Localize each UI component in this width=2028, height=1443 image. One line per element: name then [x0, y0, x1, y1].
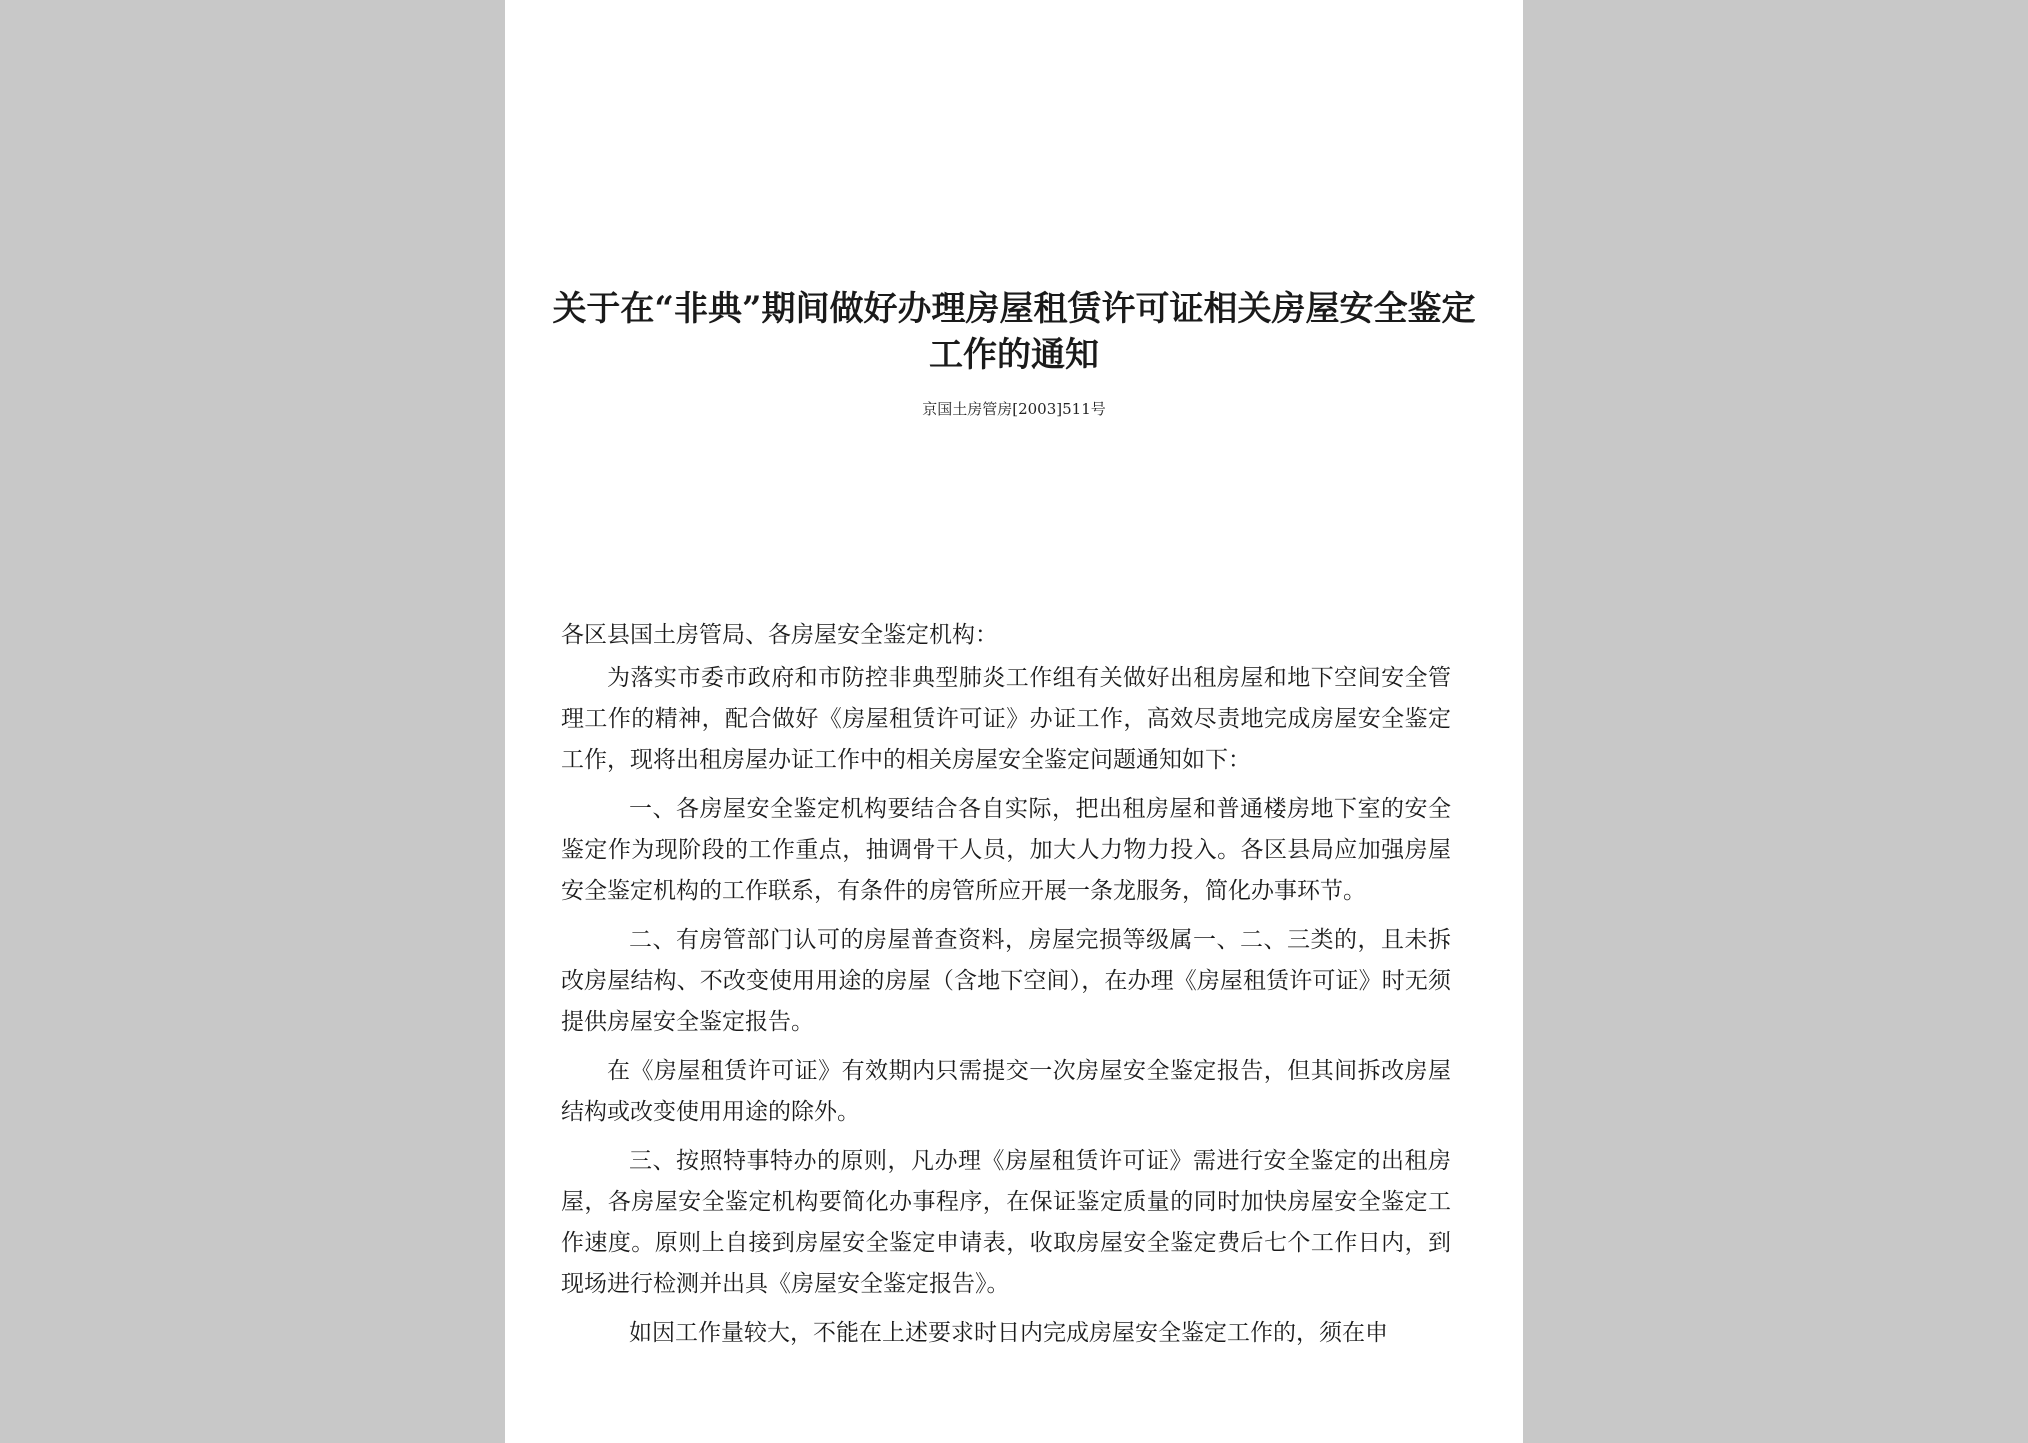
- document-body: [561, 615, 1451, 1354]
- paragraph-item-2: 二、有房管部门认可的房屋普查资料，房屋完损等级属一、二、三类的，且未拆改房屋结构、不改变使用用途的房屋（含地下空间），在办理《房屋租赁许可证》时无须提供房屋安全鉴定报告。: [561, 927, 1451, 1035]
- document-page: [505, 0, 1523, 1443]
- document-number: 京国土房管房[2003]511号: [922, 400, 1106, 418]
- document-title: 关于在“非典”期间做好办理房屋租赁许可证相关房屋安全鉴定工作的通知: [552, 289, 1476, 375]
- paragraph-item-3: 三、按照特事特办的原则，凡办理《房屋租赁许可证》需进行安全鉴定的出租房屋，各房屋安全鉴定机构要简化办事程序，在保证鉴定质量的同时加快房屋安全鉴定工作速度。原则上自接到房屋安全鉴定申请表，收取房屋安全鉴定费后七个工作日内，到现场进行检测并出具《房屋安全鉴定报告》。: [561, 1148, 1451, 1297]
- paragraph-item-3-note: 如因工作量较大，不能在上述要求时日内完成房屋安全鉴定工作的，须在申: [629, 1320, 1388, 1346]
- paragraph-intro: 为落实市委市政府和市防控非典型肺炎工作组有关做好出租房屋和地下空间安全管理工作的精神，配合做好《房屋租赁许可证》办证工作，高效尽责地完成房屋安全鉴定工作，现将出租房屋办证工作中的相关房屋安全鉴定问题通知如下：: [561, 665, 1451, 773]
- paragraph-item-2-note: 在《房屋租赁许可证》有效期内只需提交一次房屋安全鉴定报告，但其间拆改房屋结构或改变使用用途的除外。: [561, 1058, 1451, 1125]
- salutation: 各区县国土房管局、各房屋安全鉴定机构：: [561, 622, 998, 648]
- paragraph-item-1: 一、各房屋安全鉴定机构要结合各自实际，把出租房屋和普通楼房地下室的安全鉴定作为现阶段的工作重点，抽调骨干人员，加大人力物力投入。各区县局应加强房屋安全鉴定机构的工作联系，有条件的房管所应开展一条龙服务，简化办事环节。: [561, 796, 1451, 904]
